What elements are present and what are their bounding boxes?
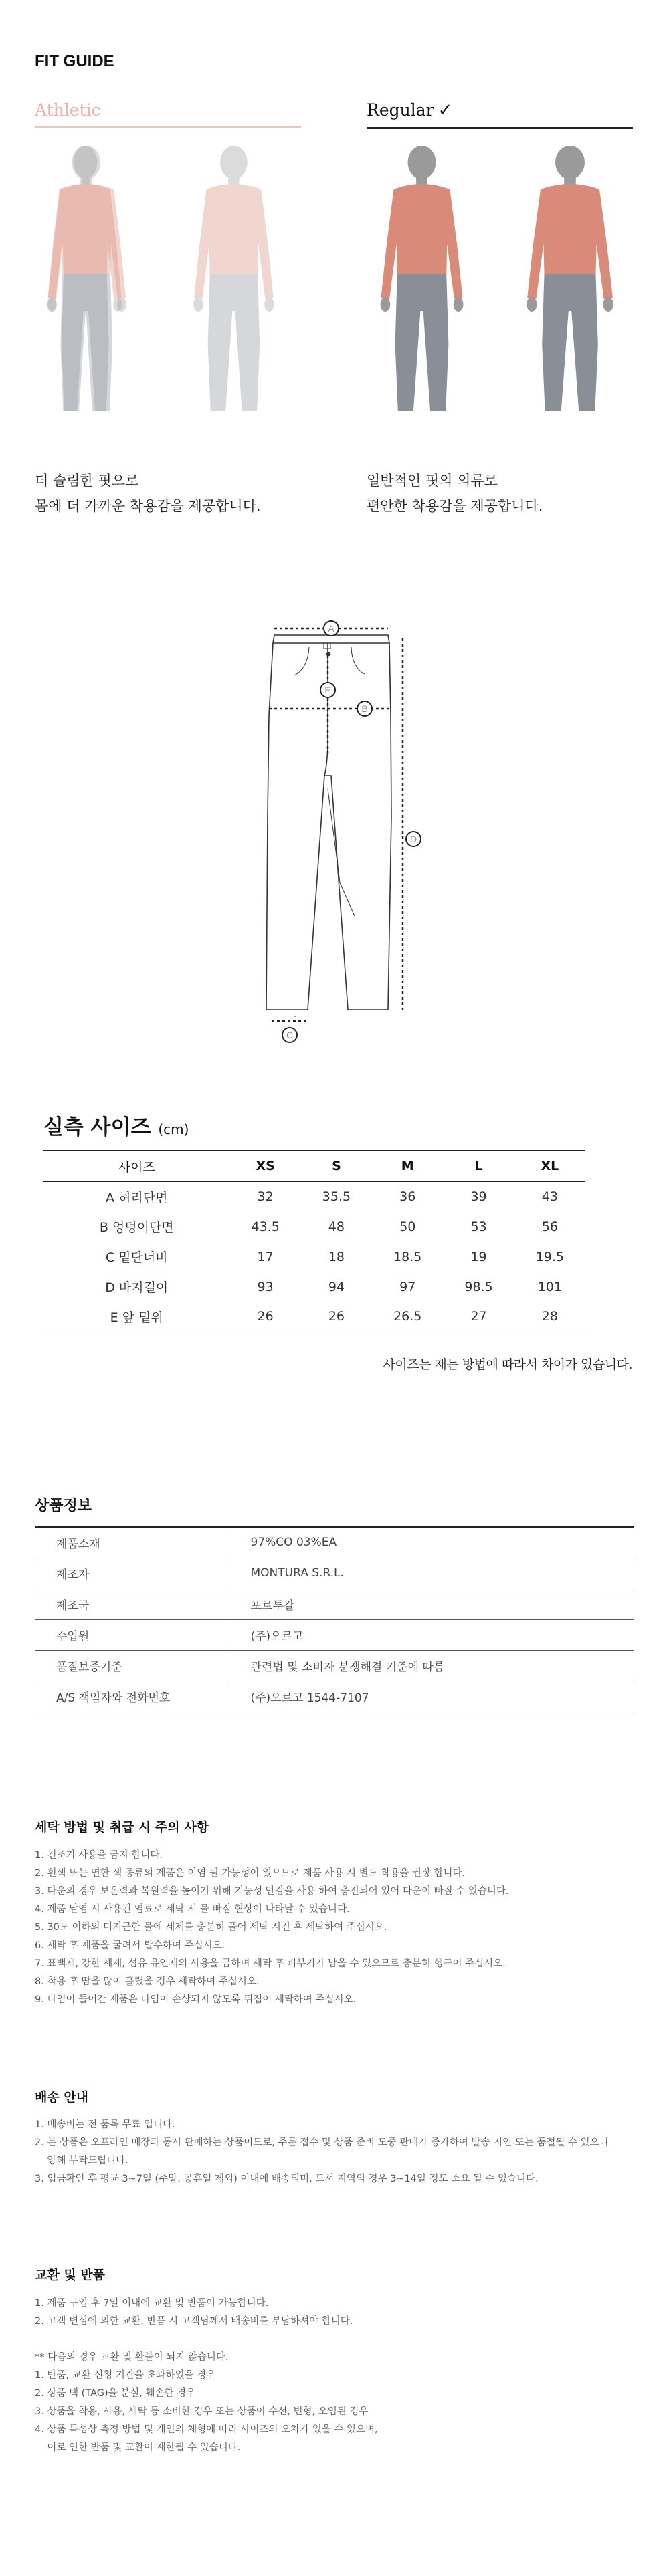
- list-item: 1. 배송비는 전 품목 무료 입니다.: [35, 2119, 175, 2130]
- header-size: 사이즈: [43, 1151, 230, 1181]
- table-row: [35, 1650, 634, 1681]
- list-item: 9. 나염이 들어간 제품은 나염이 손상되지 않도록 뒤집어 세탁하여 주십시오.: [35, 1994, 357, 2005]
- table-cell: 28: [514, 1302, 585, 1332]
- table-cell: 98.5: [464, 1279, 493, 1294]
- info-key: 제조자: [35, 1558, 229, 1589]
- list-item: 2. 상품 택 (TAG)을 분실, 훼손한 경우: [35, 2388, 196, 2399]
- athletic-fit-label: [35, 100, 301, 128]
- exchange-title: 교환 및 반품: [35, 2268, 105, 2282]
- size-chart-table: [43, 1150, 585, 1332]
- info-key: 제품소재: [35, 1527, 229, 1558]
- table-cell: 50: [399, 1219, 416, 1234]
- table-cell: 26: [301, 1302, 372, 1332]
- measure-markers: [282, 621, 421, 1042]
- table-cell: 19.5: [535, 1249, 564, 1264]
- athletic-fit-description: [35, 468, 261, 519]
- header-m: M: [372, 1151, 443, 1181]
- table-cell: 19: [470, 1249, 487, 1264]
- product-info-title: 상품정보: [35, 1498, 92, 1514]
- table-row: [35, 1589, 634, 1619]
- info-value: (주)오르고 1544-7107: [229, 1681, 634, 1712]
- marker-b: B: [361, 703, 368, 714]
- care-title: 세탁 방법 및 취급 시 주의 사항: [35, 1820, 209, 1835]
- list-item: 양해 부탁드립니다.: [35, 2155, 128, 2166]
- fit-guide-title: FIT GUIDE: [35, 52, 114, 70]
- size-chart-title-text: 실측 사이즈: [43, 1115, 151, 1139]
- info-value: 포르투갈: [229, 1589, 634, 1619]
- table-cell: 32: [257, 1189, 274, 1204]
- shipping-list: [35, 2116, 609, 2188]
- marker-a: A: [328, 623, 334, 634]
- table-cell: 18: [328, 1249, 345, 1264]
- measure-lines: [269, 628, 403, 1021]
- athletic-fit-label-text: Athletic: [35, 100, 101, 120]
- table-row: [35, 1681, 634, 1712]
- exchange-exceptions-title: ** 다음의 경우 교환 및 환불이 되지 않습니다.: [35, 2352, 229, 2363]
- table-cell: 26: [230, 1302, 301, 1332]
- regular-figure-male: [527, 146, 613, 411]
- list-item: 7. 표백제, 강한 세제, 섬유 유연제의 사용을 금하며 세탁 후 피부기가 남을 수 있으므로 충분히 헹구어 주십시오.: [35, 1958, 506, 1969]
- marker-c: C: [286, 1030, 294, 1040]
- exchange-list: [35, 2295, 378, 2457]
- list-item: 1. 제품 구입 후 7일 이내에 교환 및 반품이 가능합니다.: [35, 2298, 269, 2309]
- checkmark-icon: ✓: [438, 100, 453, 120]
- table-cell: 43: [541, 1189, 558, 1204]
- list-item: 8. 착용 후 땀을 많이 흘렸을 경우 세탁하여 주십시오.: [35, 1976, 260, 1987]
- info-value: 97%CO 03%EA: [229, 1527, 634, 1558]
- fit-figures: [27, 144, 642, 411]
- table-cell: 27: [443, 1302, 514, 1332]
- table-cell: 48: [328, 1219, 345, 1234]
- table-cell: 53: [470, 1219, 487, 1234]
- row-label: E 앞 밑위: [43, 1302, 230, 1332]
- list-item: 1. 반품, 교환 신청 기간을 초과하였을 경우: [35, 2370, 216, 2381]
- table-cell: 39: [470, 1189, 487, 1204]
- list-item: 5. 30도 이하의 미지근한 물에 세제를 충분히 풀어 세탁 시킨 후 세탁하여 주십시오.: [35, 1922, 387, 1933]
- table-cell: 43.5: [251, 1219, 280, 1234]
- athletic-desc-line-1: 더 슬림한 핏으로: [35, 473, 139, 489]
- table-row: [35, 1558, 634, 1589]
- table-cell: 56: [541, 1219, 558, 1234]
- list-item: 2. 흰색 또는 연한 색 종류의 제품은 이염 될 가능성이 있으므로 제품 사용 시 별도 착용을 권장 합니다.: [35, 1868, 466, 1879]
- header-xs: XS: [230, 1151, 301, 1181]
- shipping-title: 배송 안내: [35, 2090, 89, 2105]
- regular-desc-line-2: 편안한 착용감을 제공합니다.: [367, 498, 543, 514]
- regular-fit-description: [367, 468, 543, 519]
- header-l: L: [443, 1151, 514, 1181]
- table-row: [43, 1302, 585, 1332]
- info-value: 관련법 및 소비자 분쟁해결 기준에 따름: [229, 1650, 634, 1681]
- size-chart-unit: (cm): [158, 1121, 189, 1137]
- row-label: A 허리단면: [106, 1190, 168, 1205]
- marker-d: D: [409, 834, 417, 844]
- list-item: 2. 본 상품은 오프라인 매장과 동시 판매하는 상품이므로, 주문 접수 및 상품 준비 도중 판매가 증가하여 발송 지연 또는 품절될 수 있으니: [35, 2137, 609, 2148]
- table-row: [43, 1272, 585, 1302]
- info-key: 품질보증기준: [35, 1650, 229, 1681]
- info-key: 수입원: [35, 1619, 229, 1650]
- table-cell: 17: [257, 1249, 274, 1264]
- table-cell: 94: [328, 1279, 345, 1294]
- table-cell: 101: [537, 1279, 562, 1294]
- list-item: 3. 상품을 착용, 사용, 세탁 등 소비한 경우 또는 상품이 수선, 변형, 오염된 경우: [35, 2406, 369, 2417]
- regular-fit-label-text: Regular: [367, 100, 434, 120]
- regular-fit-column: [367, 100, 633, 129]
- list-item: 3. 다운의 경우 보온력과 복원력을 높이기 위해 기능성 안감을 사용 하여 충전되어 있어 다운이 빠질 수 있습니다.: [35, 1886, 509, 1897]
- regular-desc-line-1: 일반적인 핏의 의류로: [367, 473, 498, 489]
- table-row: [43, 1211, 585, 1242]
- product-info-table: [35, 1526, 634, 1712]
- row-label: C 밑단너비: [105, 1250, 168, 1265]
- list-item: 4. 상품 특성상 측정 방법 및 개인의 체형에 따라 사이즈의 오차가 있을 수 있으며,: [35, 2424, 378, 2435]
- athletic-figure-male: [193, 146, 274, 411]
- list-item: 1. 건조기 사용을 금지 합니다.: [35, 1850, 163, 1861]
- table-cell: 93: [257, 1279, 274, 1294]
- info-key: A/S 책임자와 전화번호: [35, 1681, 229, 1712]
- table-row: [35, 1527, 634, 1558]
- header-xl: XL: [514, 1151, 585, 1181]
- row-label: B 엉덩이단면: [99, 1220, 174, 1235]
- marker-e: E: [324, 685, 331, 695]
- spacer: [35, 2331, 378, 2349]
- info-value: (주)오르고: [229, 1619, 634, 1650]
- table-cell: 97: [399, 1279, 416, 1294]
- info-value: MONTURA S.R.L.: [229, 1558, 634, 1589]
- table-cell: 26.5: [372, 1302, 443, 1332]
- list-item: 4. 제품 낱염 시 사용된 염료로 세탁 시 물 빠짐 현상이 나타날 수 있습니다.: [35, 1904, 350, 1915]
- table-cell: 35.5: [322, 1189, 351, 1204]
- info-key: 제조국: [35, 1589, 229, 1619]
- care-list: [35, 1847, 509, 2009]
- table-row: [43, 1242, 585, 1272]
- row-label: D 바지길이: [105, 1280, 169, 1295]
- list-item: 2. 고객 변심에 의한 교환, 반품 시 고객님께서 배송비를 부담하셔야 합니다.: [35, 2316, 353, 2327]
- size-chart-title: [43, 1110, 189, 1140]
- regular-figure-female: [381, 146, 464, 411]
- list-item: 6. 세탁 후 제품을 굴려서 탈수하여 주십시오.: [35, 1940, 225, 1951]
- table-cell: 18.5: [393, 1249, 422, 1264]
- header-s: S: [301, 1151, 372, 1181]
- size-chart-note: 사이즈는 재는 방법에 따라서 차이가 있습니다.: [383, 1357, 632, 1372]
- athletic-desc-line-2: 몸에 더 가까운 착용감을 제공합니다.: [35, 498, 261, 514]
- pants-measurement-diagram: [254, 615, 428, 1043]
- size-chart-header-row: [43, 1151, 585, 1181]
- athletic-fit-column: [35, 100, 301, 128]
- table-cell: 36: [399, 1189, 416, 1204]
- table-row: [35, 1619, 634, 1650]
- list-item: 3. 입금확인 후 평균 3~7일 (주말, 공휴일 제외) 이내에 배송되며, 도서 지역의 경우 3~14일 정도 소요 될 수 있습니다.: [35, 2174, 539, 2184]
- table-row: [43, 1181, 585, 1211]
- regular-fit-label: [367, 100, 633, 129]
- list-item: 이로 인한 반품 및 교환이 제한될 수 있습니다.: [35, 2442, 241, 2453]
